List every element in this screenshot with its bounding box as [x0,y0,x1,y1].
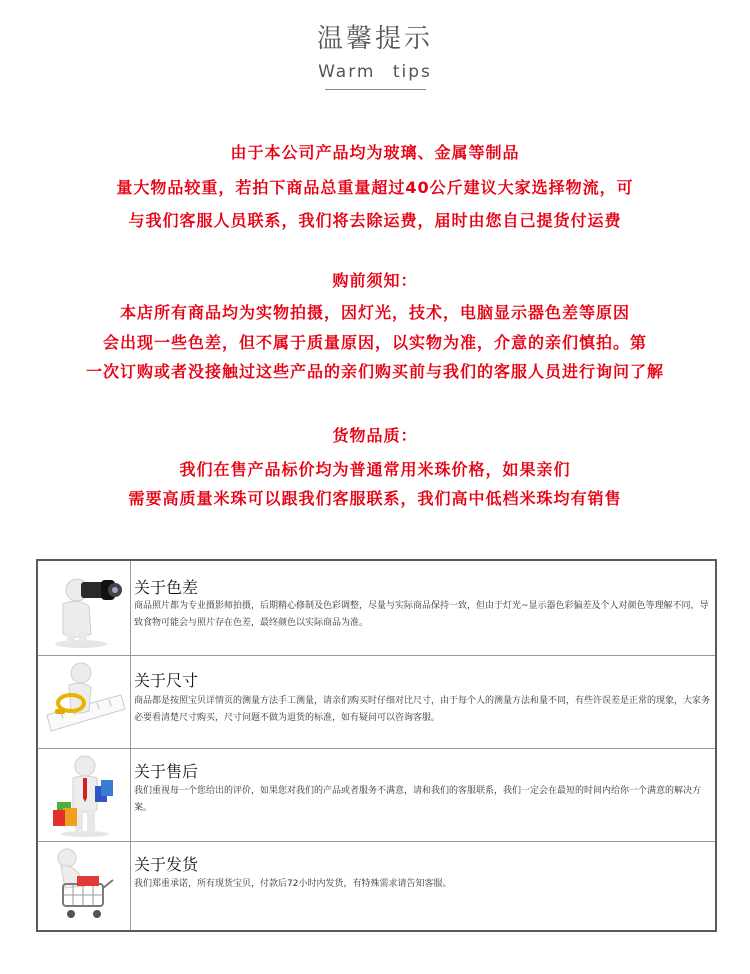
info-row-body: 我们重视每一个您给出的评价，如果您对我们的产品或者服务不满意，请和我们的客服联系，我们一定会在最短的时间内给你一个满意的解决方案。 [134,786,702,813]
info-row-size [38,656,715,748]
title-divider [325,89,426,90]
camera-figure-icon [41,564,127,650]
info-row-shipping [38,842,715,930]
notice-line: 与我们客服人员联系，我们将去除运费，届时由您自己提货付运费 [128,211,622,230]
info-row-title: 关于尺寸 [134,671,199,690]
purchase-heading: 购前须知： [332,271,418,290]
quality-line: 我们在售产品标价均为普通常用米珠价格，如果亲们 [179,460,571,479]
info-table [36,559,717,932]
info-row-title: 关于色差 [134,578,199,597]
ruler-figure-icon [41,659,127,745]
purchase-line: 一次订购或者没接触过这些产品的亲们购买前与我们的客服人员进行询问了解 [85,362,664,381]
info-row-title: 关于发货 [134,855,199,874]
quality-line: 需要高质量米珠可以跟我们客服联系，我们高中低档米珠均有销售 [128,489,622,508]
info-row-body: 商品都是按照宝贝详情页的测量方法手工测量，请亲们购买时仔细对比尺寸，由于每个人的测量方法和量不同，有些许误差是正常的现象，大家务必要看清楚尺寸购买，尺寸问题不做为退货的标准，如有疑问可以咨询客服。 [134,696,711,723]
info-row-title: 关于售后 [134,762,199,781]
shopping-bags-figure-icon [41,752,127,838]
purchase-line: 会出现一些色差，但不属于质量原因，以实物为准，介意的亲们慎拍。第 [102,333,647,352]
info-row-color [38,561,715,654]
notice-line: 量大物品较重，若拍下商品总重量超过40公斤建议大家选择物流，可 [116,178,634,197]
purchase-line: 本店所有商品均为实物拍摄，因灯光，技术，电脑显示器色差等原因 [119,303,630,322]
page-subtitle: Warm tips [318,62,432,82]
quality-heading: 货物品质： [332,426,418,445]
page-title: 温馨提示 [316,24,433,54]
notice-line: 由于本公司产品均为玻璃、金属等制品 [230,143,520,162]
info-row-aftersales [38,749,715,841]
info-row-body: 我们郑重承诺，所有现货宝贝，付款后72小时内发货，有特殊需求请告知客服。 [134,879,452,889]
info-row-body: 商品照片都为专业摄影师拍摄，后期精心修制及色彩调整，尽量与实际商品保持一致，但由于灯光~显示器色彩偏差及个人对颜色等理解不同，导致食物可能会与照片存在色差，最终颜色以实际商品为准。 [134,601,709,628]
cart-figure-icon [41,844,127,930]
